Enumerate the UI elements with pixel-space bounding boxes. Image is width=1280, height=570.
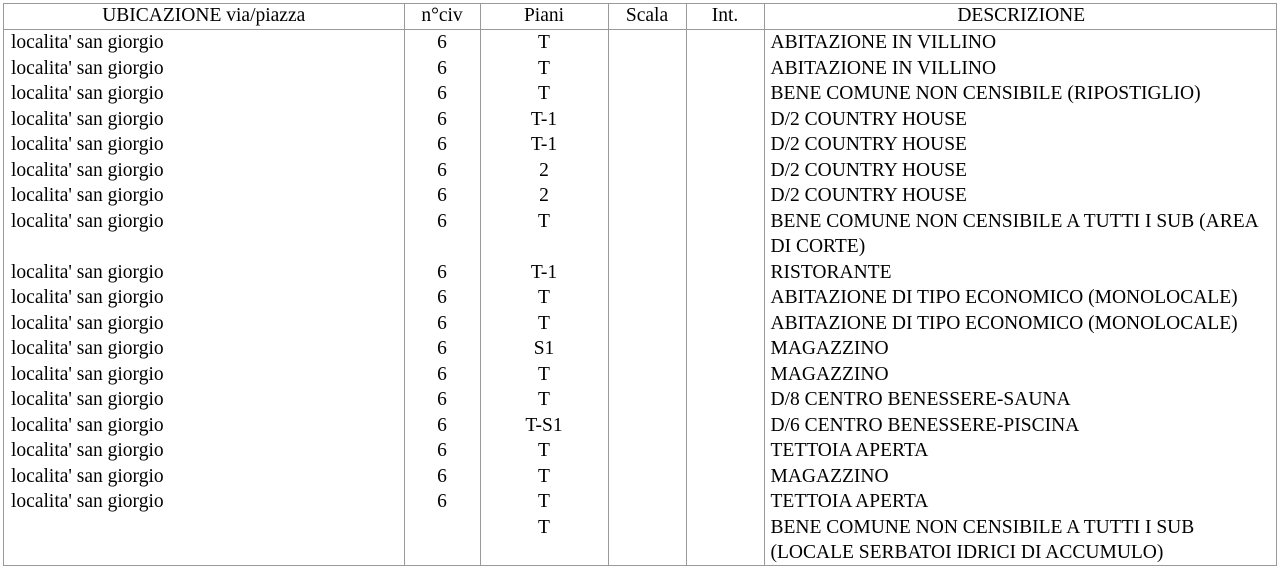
cell-int xyxy=(686,387,764,413)
cell-descrizione: ABITAZIONE DI TIPO ECONOMICO (MONOLOCALE) xyxy=(764,285,1277,311)
cell-ubicazione: localita' san giorgio xyxy=(11,210,164,232)
cell-ubicazione: localita' san giorgio xyxy=(11,440,164,461)
cell-piani: T xyxy=(480,56,608,82)
table-row xyxy=(4,260,1277,286)
cell-ubicazione: localita' san giorgio xyxy=(11,32,164,53)
header-descrizione: DESCRIZIONE xyxy=(764,4,1277,30)
cell-civ: 6 xyxy=(404,56,480,82)
cell-int xyxy=(686,132,764,158)
header-civ: n°civ xyxy=(404,4,480,30)
cell-scala xyxy=(608,413,686,439)
cell-ubicazione: localita' san giorgio xyxy=(11,465,164,487)
cell-descrizione: D/6 CENTRO BENESSERE-PISCINA xyxy=(764,413,1277,439)
table-row xyxy=(4,387,1277,413)
cell-int xyxy=(686,489,764,515)
cell-civ: 6 xyxy=(404,183,480,209)
cell-piani: T xyxy=(480,285,608,311)
header-ubicazione: UBICAZIONE via/piazza xyxy=(4,4,404,30)
cell-civ: 6 xyxy=(404,464,480,490)
cell-ubicazione: localita' san giorgio xyxy=(11,185,164,206)
cell-civ: 6 xyxy=(404,311,480,337)
cell-piani: T-S1 xyxy=(480,413,608,439)
cell-scala xyxy=(608,387,686,413)
cell-int xyxy=(686,464,764,490)
cell-civ: 6 xyxy=(404,132,480,158)
cell-int xyxy=(686,260,764,286)
table-row xyxy=(4,336,1277,362)
table-row xyxy=(4,438,1277,464)
cell-civ: 6 xyxy=(404,387,480,413)
cell-piani: 2 xyxy=(480,158,608,184)
cell-civ: 6 xyxy=(404,438,480,464)
header-piani: Piani xyxy=(480,4,608,30)
cell-ubicazione: localita' san giorgio xyxy=(11,108,164,130)
cell-ubicazione: localita' san giorgio xyxy=(11,57,164,79)
table-row xyxy=(4,183,1277,209)
cell-descrizione: TETTOIA APERTA xyxy=(764,438,1277,464)
cell-ubicazione: localita' san giorgio xyxy=(11,134,164,155)
cell-piani: S1 xyxy=(480,336,608,362)
table-row xyxy=(4,158,1277,184)
cell-int xyxy=(686,336,764,362)
cell-descrizione: RISTORANTE xyxy=(764,260,1277,286)
cell-int xyxy=(686,362,764,388)
cell-piani: T xyxy=(480,311,608,337)
cell-scala xyxy=(608,311,686,337)
table-row xyxy=(4,209,1277,260)
table-row xyxy=(4,413,1277,439)
cell-civ: 6 xyxy=(404,107,480,133)
cell-scala xyxy=(608,336,686,362)
cell-ubicazione: localita' san giorgio xyxy=(11,389,164,410)
table-row xyxy=(4,81,1277,107)
cell-descrizione: TETTOIA APERTA xyxy=(764,489,1277,515)
cell-scala xyxy=(608,81,686,107)
table-row xyxy=(4,362,1277,388)
cell-scala xyxy=(608,30,686,56)
table-row xyxy=(4,311,1277,337)
property-table xyxy=(4,4,1277,566)
table-row xyxy=(4,515,1277,566)
cell-civ: 6 xyxy=(404,158,480,184)
cell-int xyxy=(686,285,764,311)
cell-descrizione: D/2 COUNTRY HOUSE xyxy=(764,107,1277,133)
cell-piani: T xyxy=(480,30,608,56)
cell-civ xyxy=(404,515,480,566)
cell-descrizione: D/2 COUNTRY HOUSE xyxy=(764,183,1277,209)
cell-civ: 6 xyxy=(404,489,480,515)
cell-scala xyxy=(608,438,686,464)
cell-scala xyxy=(608,56,686,82)
cell-scala xyxy=(608,515,686,566)
cell-piani: T xyxy=(480,515,608,566)
cell-ubicazione: localita' san giorgio xyxy=(11,491,164,512)
cell-scala xyxy=(608,260,686,286)
cell-piani: T-1 xyxy=(480,132,608,158)
cell-int xyxy=(686,438,764,464)
cell-descrizione: BENE COMUNE NON CENSIBILE (RIPOSTIGLIO) xyxy=(764,81,1277,107)
cell-descrizione: ABITAZIONE IN VILLINO xyxy=(764,30,1277,56)
cell-scala xyxy=(608,464,686,490)
table-row xyxy=(4,285,1277,311)
cell-scala xyxy=(608,107,686,133)
cell-piani: T xyxy=(480,362,608,388)
cell-piani: T xyxy=(480,81,608,107)
cell-piani: T-1 xyxy=(480,107,608,133)
cell-scala xyxy=(608,158,686,184)
cell-piani: 2 xyxy=(480,183,608,209)
cell-scala xyxy=(608,209,686,260)
cell-int xyxy=(686,158,764,184)
cell-descrizione: D/2 COUNTRY HOUSE xyxy=(764,158,1277,184)
cell-piani: T xyxy=(480,438,608,464)
cell-piani: T xyxy=(480,464,608,490)
cell-int xyxy=(686,183,764,209)
cell-civ: 6 xyxy=(404,336,480,362)
table-row xyxy=(4,489,1277,515)
table-row xyxy=(4,132,1277,158)
cell-descrizione: MAGAZZINO xyxy=(764,336,1277,362)
cell-civ: 6 xyxy=(404,285,480,311)
table-row xyxy=(4,107,1277,133)
table-row xyxy=(4,56,1277,82)
cell-descrizione: MAGAZZINO xyxy=(764,464,1277,490)
cell-descrizione: ABITAZIONE IN VILLINO xyxy=(764,56,1277,82)
cell-scala xyxy=(608,285,686,311)
cell-civ: 6 xyxy=(404,209,480,260)
cell-int xyxy=(686,209,764,260)
cell-int xyxy=(686,107,764,133)
cell-ubicazione xyxy=(4,515,404,566)
cell-piani: T xyxy=(480,387,608,413)
cell-ubicazione: localita' san giorgio xyxy=(11,159,164,181)
cell-int xyxy=(686,413,764,439)
cell-int xyxy=(686,81,764,107)
cell-ubicazione: localita' san giorgio xyxy=(11,414,164,436)
cell-piani: T-1 xyxy=(480,260,608,286)
header-row xyxy=(4,4,1277,30)
cell-ubicazione: localita' san giorgio xyxy=(11,363,164,385)
cell-int xyxy=(686,515,764,566)
cell-ubicazione: localita' san giorgio xyxy=(11,338,164,359)
cell-descrizione: BENE COMUNE NON CENSIBILE A TUTTI I SUB (AREA DI CORTE) xyxy=(764,209,1277,260)
document-frame xyxy=(3,3,1277,566)
table-row xyxy=(4,30,1277,56)
cell-descrizione: ABITAZIONE DI TIPO ECONOMICO (MONOLOCALE) xyxy=(764,311,1277,337)
cell-civ: 6 xyxy=(404,260,480,286)
header-int: Int. xyxy=(686,4,764,30)
cell-scala xyxy=(608,183,686,209)
cell-scala xyxy=(608,362,686,388)
cell-descrizione: D/8 CENTRO BENESSERE-SAUNA xyxy=(764,387,1277,413)
cell-civ: 6 xyxy=(404,413,480,439)
table-row xyxy=(4,464,1277,490)
cell-ubicazione: localita' san giorgio xyxy=(11,261,164,283)
cell-int xyxy=(686,30,764,56)
header-scala: Scala xyxy=(608,4,686,30)
cell-ubicazione: localita' san giorgio xyxy=(11,287,164,308)
cell-scala xyxy=(608,132,686,158)
cell-int xyxy=(686,311,764,337)
cell-descrizione: MAGAZZINO xyxy=(764,362,1277,388)
cell-civ: 6 xyxy=(404,81,480,107)
cell-descrizione: BENE COMUNE NON CENSIBILE A TUTTI I SUB (LOCALE SERBATOI IDRICI DI ACCUMULO) xyxy=(764,515,1277,566)
cell-ubicazione: localita' san giorgio xyxy=(11,83,164,104)
cell-civ: 6 xyxy=(404,362,480,388)
cell-civ: 6 xyxy=(404,30,480,56)
cell-int xyxy=(686,56,764,82)
cell-piani: T xyxy=(480,209,608,260)
cell-ubicazione: localita' san giorgio xyxy=(11,312,164,334)
cell-descrizione: D/2 COUNTRY HOUSE xyxy=(764,132,1277,158)
cell-piani: T xyxy=(480,489,608,515)
cell-scala xyxy=(608,489,686,515)
